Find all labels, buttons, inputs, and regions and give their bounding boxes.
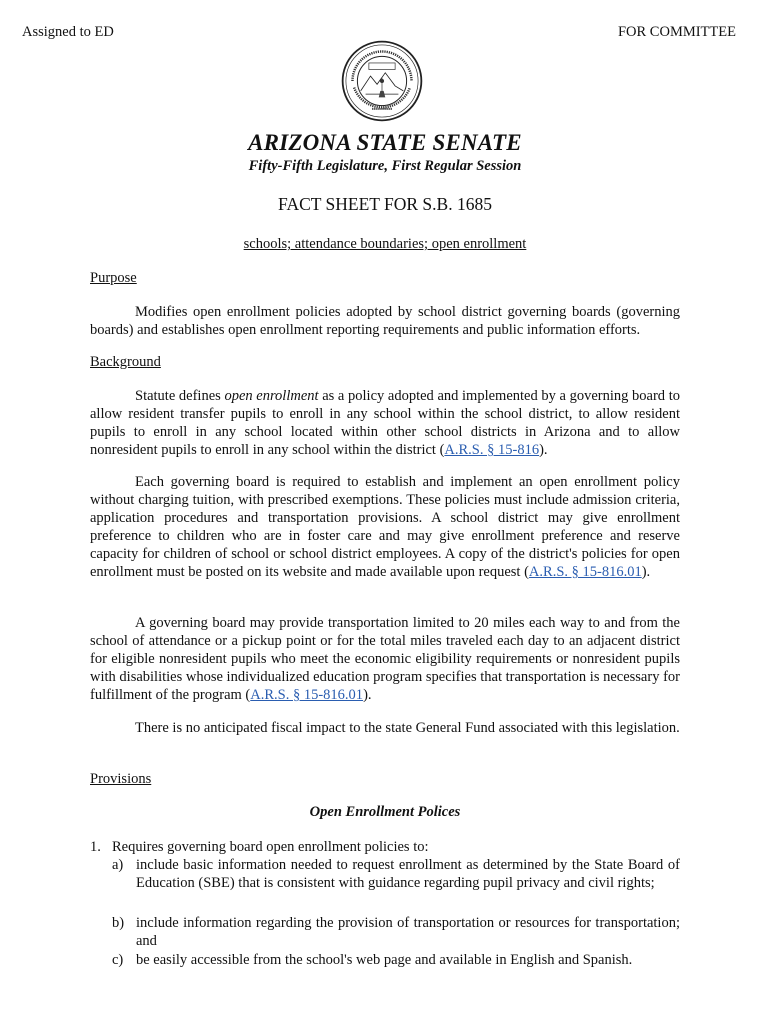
list-marker: c) [112,952,124,968]
bill-short-title: schools; attendance boundaries; open enrollment [243,236,527,252]
list-marker: 1. [90,839,101,855]
purpose-paragraph: Modifies open enrollment policies adopted by school district governing boards (governing boards) and establishes open enrollment reporting requirements and public information efforts. [90,304,680,338]
list-item [112,951,680,969]
list-item [90,838,680,856]
state-seal-icon [341,40,423,122]
provisions-heading: Provisions [90,771,152,787]
fact-sheet-title: FACT SHEET FOR S.B. 1685 [278,194,492,214]
background-paragraph-4: There is no anticipated fiscal impact to the state General Fund associated with this legislation. [135,720,680,736]
assignment-label: Assigned to ED [22,24,114,40]
statute-link[interactable]: A.R.S. § 15-816.01 [528,564,642,580]
background-heading: Background [90,354,161,370]
list-marker: a) [112,857,124,873]
list-item-text: include information regarding the provision of transportation or resources for transportation; and [136,915,680,949]
statute-link[interactable]: A.R.S. § 15-816.01 [250,687,364,703]
committee-label: FOR COMMITTEE [617,24,736,40]
background-paragraph-2: Each governing board is required to establish and implement an open enrollment policy without charging tuition, with prescribed exemptions. These policies must include admission criteria, application procedures and transportation provisions. A school district may give enrollment preference to children who are in foster care and may give enrollment preference and reserve capacity for children of school or school district employees. A copy of the district's policies for open enrollment must be posted on its website and made available upon request (A.R.S. § 15-816.01). [90,474,680,580]
list-item [112,856,680,892]
background-paragraph-3: A governing board may provide transportation limited to 20 miles each way to and from the school of attendance or a pickup point or for the total miles traveled each day to an adjacent district for eligible nonresident pupils who meet the economic eligibility requirements or nonresident pupils with disabilities whose individualized education program specifies that transportation is necessary for fulfillment of the program (A.R.S. § 15-816.01). [90,615,680,703]
list-marker: b) [112,915,125,931]
list-item-text: Requires governing board open enrollment policies to: [112,839,429,855]
session-subtitle: Fifty-Fifth Legislature, First Regular Session [248,158,522,174]
purpose-heading: Purpose [90,270,137,286]
provisions-subheading: Open Enrollment Polices [309,804,461,820]
background-paragraph-1: Statute defines open enrollment as a policy adopted and implemented by a governing board to allow resident transfer pupils to enroll in any school within the school district, to allow resident pupils to enroll in any school located within other school districts in Arizona and to allow nonresident pupils to enroll in any school within the district (A.R.S. § 15-816). [90,388,680,458]
statute-link[interactable]: A.R.S. § 15-816 [444,442,540,458]
list-item-text: include basic information needed to request enrollment as determined by the State Board of Education (SBE) that is consistent with guidance regarding pupil privacy and civil rights; [136,857,680,891]
list-item [112,914,680,950]
list-item-text: be easily accessible from the school's web page and available in English and Spanish. [136,952,633,968]
page-title: ARIZONA STATE SENATE [248,130,522,155]
